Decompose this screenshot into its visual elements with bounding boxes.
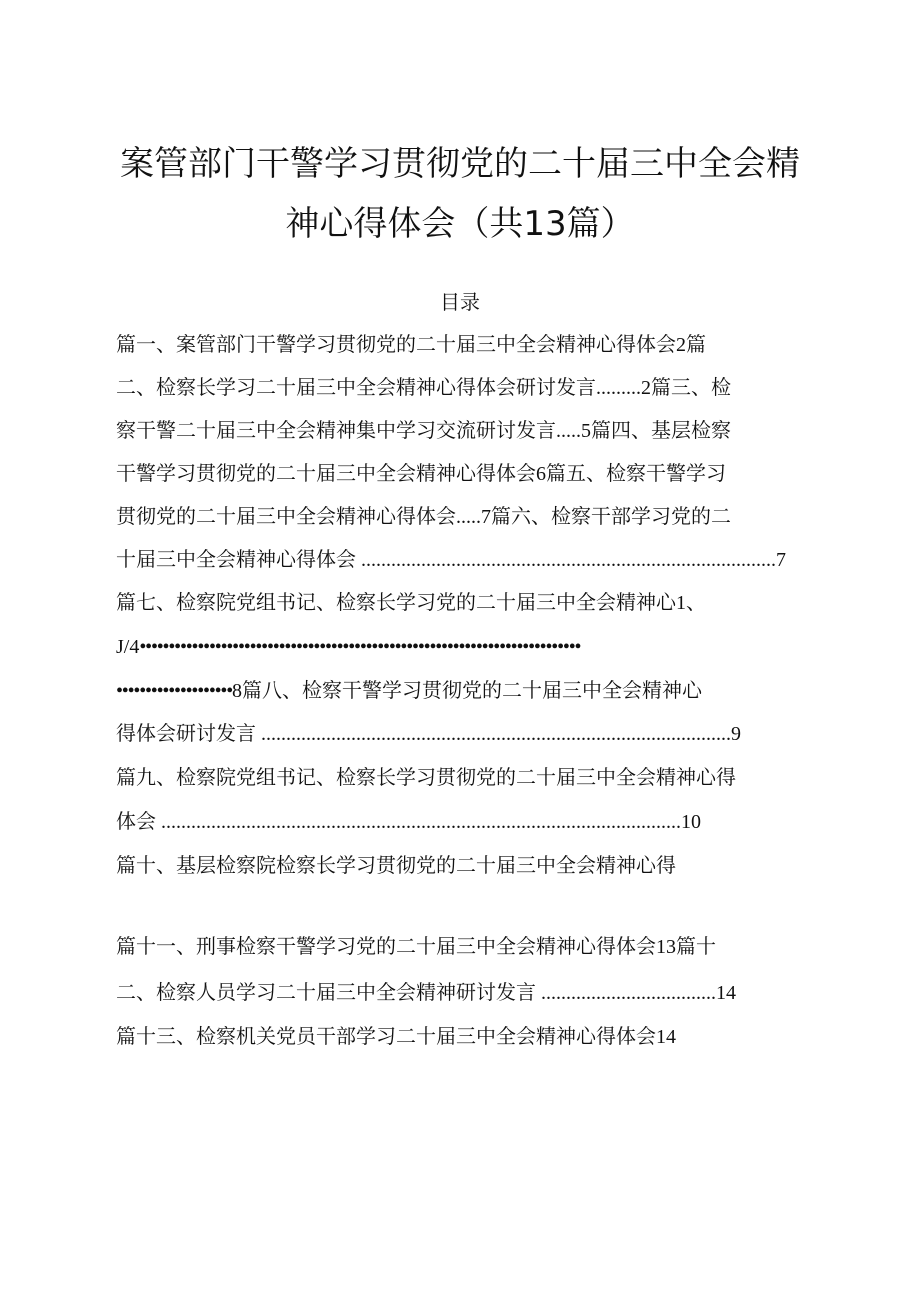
toc-page-number: 14 [656, 1026, 676, 1048]
toc-leader-bullets: •••••••••••••••••••••••••••••••••••••••••••••••••••••••••••••••••••••••••••• [139, 636, 581, 658]
toc-line [116, 936, 716, 957]
toc-page-number: 10 [681, 811, 701, 833]
toc-line-tail: 篇四、基层检察 [591, 418, 731, 442]
toc-page-number: 5 [581, 420, 591, 442]
toc-line [116, 334, 706, 355]
toc-line-text: 篇一、案管部门干警学习贯彻党的二十届三中全会精神心得体会 [116, 332, 676, 356]
toc-page-number: 13 [656, 936, 676, 958]
toc-line-tail: 篇八、检察干警学习贯彻党的二十届三中全会精神心 [242, 678, 703, 702]
toc-line [116, 767, 736, 787]
toc-line-text: 二、检察长学习二十届三中全会精神心得体会研讨发言 [116, 375, 596, 399]
toc-line [116, 680, 702, 701]
toc-page-number: 6 [536, 463, 546, 485]
document-title-line1: 案管部门干警学习贯彻党的二十届三中全会精 [120, 144, 800, 184]
toc-page-number: 7 [481, 506, 491, 528]
toc-page-number: 7 [776, 549, 786, 571]
toc-line-text: 篇九、检察院党组书记、检察长学习贯彻党的二十届三中全会精神心得 [116, 765, 736, 789]
toc-page-number: 8 [232, 680, 243, 702]
toc-line-text: 干警学习贯彻党的二十届三中全会精神心得体会 [116, 461, 536, 485]
toc-line-tail: 篇三、检 [651, 375, 731, 399]
document-title-line2: 神心得体会（共13篇） [285, 204, 635, 244]
toc-line [116, 723, 741, 744]
toc-heading: 目录 [440, 290, 480, 314]
toc-leader-dots: ..... [556, 420, 581, 442]
toc-line [116, 463, 726, 484]
toc-line-tail: 篇六、检察干部学习党的二 [491, 504, 731, 528]
toc-page-number: 14 [716, 982, 736, 1004]
toc-line [116, 592, 706, 613]
toc-line [116, 377, 731, 398]
toc-leader-dots: .............................................................................................. [256, 723, 731, 745]
toc-line-text: 贯彻党的二十届三中全会精神心得体会 [116, 504, 456, 528]
toc-leader-dots: ........................................................................................................ [156, 811, 681, 833]
toc-line [116, 855, 676, 875]
toc-leader-dots: ................................................................................... [356, 549, 776, 571]
toc-leader-dots: ................................... [536, 982, 716, 1004]
toc-leader-dots: ......... [596, 377, 641, 399]
toc-line-tail: 篇十 [676, 934, 716, 958]
toc-leader-bullets: •••••••••••••••••••• [116, 680, 233, 702]
toc-line-text: 得体会研讨发言 [116, 721, 256, 745]
toc-line-text: 篇十、基层检察院检察长学习贯彻党的二十届三中全会精神心得 [116, 853, 676, 877]
toc-line [116, 811, 701, 832]
toc-line-text: 体会 [116, 809, 156, 833]
toc-line-text: 篇七、检察院党组书记、检察长学习党的二十届三中全会精神心 [116, 590, 676, 614]
toc-leader-dots: ..... [456, 506, 481, 528]
toc-line [116, 982, 736, 1003]
toc-page-number: 2 [676, 334, 686, 356]
toc-page-number: 9 [731, 723, 741, 745]
toc-line-text: 篇十三、检察机关党员干部学习二十届三中全会精神心得体会 [116, 1024, 656, 1048]
toc-line [116, 1026, 676, 1047]
toc-page-number: 2 [641, 377, 651, 399]
toc-line [116, 549, 786, 570]
toc-line [116, 420, 731, 441]
toc-page-number: 1、 [676, 592, 706, 614]
toc-line [116, 636, 580, 657]
toc-line-text: 十届三中全会精神心得体会 [116, 547, 356, 571]
toc-line-text: 篇十一、刑事检察干警学习党的二十届三中全会精神心得体会 [116, 934, 656, 958]
toc-line-tail: 篇五、检察干警学习 [546, 461, 726, 485]
toc-page-number: J/4 [116, 636, 140, 658]
toc-line-text: 察干警二十届三中全会精神集中学习交流研讨发言 [116, 418, 556, 442]
toc-line [116, 506, 731, 527]
toc-line-tail: 篇 [686, 332, 706, 356]
toc-line-text: 二、检察人员学习二十届三中全会精神研讨发言 [116, 980, 536, 1004]
